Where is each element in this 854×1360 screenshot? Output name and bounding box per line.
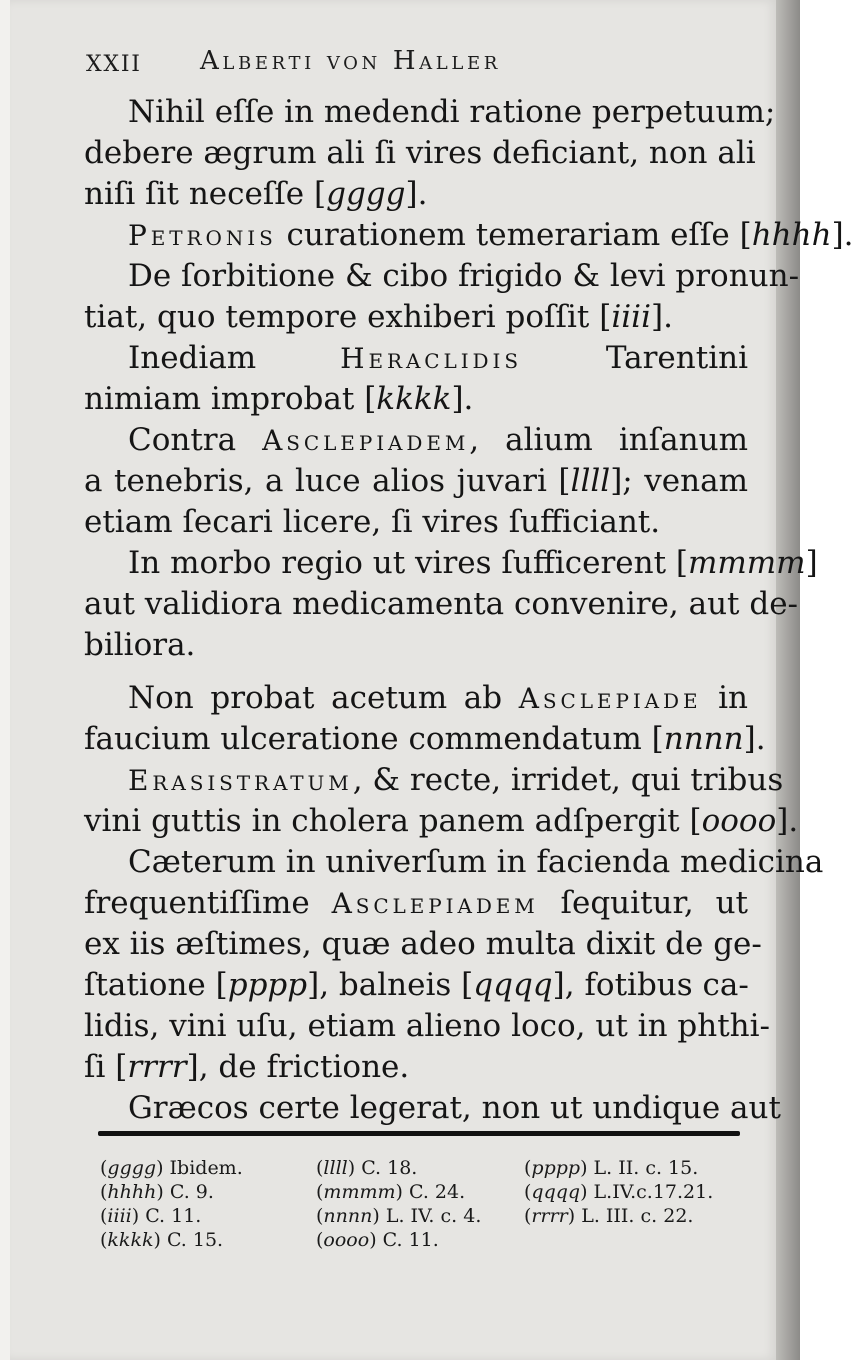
- footnote: [524, 1204, 748, 1228]
- text-run: a tenebris, a luce alios juvari [: [84, 463, 571, 499]
- paren: (: [316, 1157, 324, 1179]
- footnote-reference: C. 9.: [169, 1181, 214, 1203]
- text-run: , & recte, irridet, qui tribus: [352, 762, 784, 798]
- paren: (: [100, 1229, 108, 1251]
- text-run: ].: [743, 721, 766, 757]
- line-text: [84, 379, 473, 420]
- text-line: [84, 543, 818, 584]
- footnote-marker: llll: [570, 463, 611, 499]
- text-run: tiat, quo tempore exhiberi poſſit [: [84, 299, 612, 335]
- text-line: [84, 420, 748, 461]
- text-run: curationem temerariam eſſe [: [276, 217, 752, 253]
- page-edge: [0, 0, 10, 1360]
- paren: ): [156, 1157, 170, 1179]
- footnote-row: [100, 1204, 748, 1228]
- line-text: [128, 420, 748, 461]
- text-run: Nihil eſſe in medendi ratione perpetuum;: [128, 94, 776, 130]
- line-text: [128, 1088, 781, 1129]
- line-text: [84, 719, 766, 760]
- paren: ): [395, 1181, 409, 1203]
- footnote-marker: gggg: [326, 176, 406, 212]
- paren: (: [316, 1205, 324, 1227]
- text-run: ], balneis [: [307, 967, 474, 1003]
- page-number: XXII: [86, 52, 142, 77]
- footnote: [100, 1228, 316, 1252]
- footnote: [316, 1180, 524, 1204]
- paren: ): [156, 1181, 170, 1203]
- text-run: Græcos certe legerat, non ut undique aut: [128, 1090, 781, 1126]
- text-line: [84, 719, 766, 760]
- paragraph: [84, 92, 776, 215]
- text-run: ].: [776, 803, 799, 839]
- line-text: [84, 1047, 409, 1088]
- footnote-marker: mmmm: [688, 545, 806, 581]
- footnote: [524, 1156, 748, 1180]
- text-line: [84, 924, 762, 965]
- text-line: [84, 678, 748, 719]
- footnote: [100, 1156, 316, 1180]
- running-title: Alberti von Haller: [200, 46, 501, 76]
- line-text: [84, 502, 660, 543]
- footnote-key: hhhh: [107, 1181, 157, 1203]
- text-line: [84, 883, 748, 924]
- text-run: Cæterum in univerſum in facienda medicina: [128, 844, 824, 880]
- text-line: [84, 760, 784, 801]
- line-text: [128, 543, 818, 584]
- name-small-caps: Petronis: [128, 219, 277, 252]
- footnote-reference: L. II. c. 15.: [593, 1157, 699, 1179]
- text-run: ex iis æſtimes, quæ adeo multa dixit de ge-: [84, 926, 762, 962]
- text-run: Inediam: [128, 340, 341, 376]
- line-text: [84, 297, 673, 338]
- paren: ): [131, 1205, 146, 1227]
- text-run: biliora.: [84, 627, 196, 663]
- footnote: [524, 1180, 748, 1204]
- footnote-reference: C. 11.: [145, 1205, 202, 1227]
- footnote-marker: kkkk: [376, 381, 452, 417]
- paren: (: [524, 1205, 532, 1227]
- text-line: [84, 133, 756, 174]
- text-run: lidis, vini uſu, etiam alieno loco, ut in phthi-: [84, 1008, 771, 1044]
- text-run: debere ægrum ali ſi vires deficiant, non ali: [84, 135, 756, 171]
- paragraph-gap: [84, 666, 748, 678]
- body-text: [84, 92, 854, 1129]
- paren: ): [153, 1229, 167, 1251]
- footnote-key: gggg: [107, 1157, 157, 1179]
- text-line: [84, 965, 748, 1006]
- line-text: [84, 461, 748, 502]
- text-run: ].: [405, 176, 428, 212]
- footnote: [316, 1228, 524, 1252]
- paragraph: [84, 420, 748, 543]
- paren: ): [580, 1181, 594, 1203]
- text-line: [84, 1047, 748, 1088]
- text-run: In morbo regio ut vires ſufficerent [: [128, 545, 688, 581]
- text-line: [84, 1006, 771, 1047]
- paragraph: [84, 543, 818, 666]
- text-line: [84, 379, 748, 420]
- footnote-reference: L.IV.c.17.21.: [593, 1181, 714, 1203]
- footnote-key: pppp: [531, 1157, 581, 1179]
- text-run: etiam ſecari licere, ſi vires ſufficiant.: [84, 504, 661, 540]
- text-line: [84, 297, 748, 338]
- footnote-marker: oooo: [701, 803, 777, 839]
- paren: ): [567, 1205, 582, 1227]
- paren: ): [372, 1205, 386, 1227]
- text-run: faucium ulceratione commendatum [: [84, 721, 664, 757]
- footnote-key: qqqq: [531, 1181, 581, 1203]
- line-text: [128, 678, 748, 719]
- text-run: Non probat acetum ab: [128, 680, 519, 716]
- line-text: [84, 174, 427, 215]
- paren: (: [316, 1229, 324, 1251]
- paren: (: [100, 1205, 108, 1227]
- text-line: [84, 502, 748, 543]
- text-line: [84, 801, 799, 842]
- footnotes: [100, 1156, 748, 1252]
- line-text: [128, 760, 783, 801]
- footnote-row: [100, 1156, 748, 1180]
- text-run: ]: [805, 545, 818, 581]
- footnote-key: oooo: [323, 1229, 370, 1251]
- line-text: [84, 1006, 770, 1047]
- footnote-row: [100, 1180, 748, 1204]
- footnote-reference: C. 18.: [361, 1157, 418, 1179]
- name-small-caps: Asclepiadem: [331, 887, 539, 920]
- footnote-marker: iiii: [611, 299, 652, 335]
- footnote: [100, 1180, 316, 1204]
- text-run: aut validiora medicamenta convenire, aut de-: [84, 586, 799, 622]
- footnote-key: kkkk: [107, 1229, 154, 1251]
- paren: (: [316, 1181, 324, 1203]
- paragraph: [84, 678, 766, 760]
- text-line: [84, 461, 748, 502]
- footnote-reference: C. 15.: [166, 1229, 224, 1251]
- text-line: [84, 256, 800, 297]
- paren: ): [369, 1229, 383, 1251]
- paren: (: [100, 1181, 108, 1203]
- text-run: ſi [: [84, 1049, 128, 1085]
- footnote: [316, 1156, 524, 1180]
- paragraph: [84, 760, 799, 842]
- footnote-marker: hhhh: [751, 217, 832, 253]
- footnote-key: llll: [323, 1157, 348, 1179]
- line-text: [84, 883, 748, 924]
- line-text: [84, 801, 798, 842]
- text-run: ſtatione [: [84, 967, 228, 1003]
- paren: (: [524, 1157, 532, 1179]
- paren: ): [347, 1157, 362, 1179]
- line-text: [84, 924, 762, 965]
- paren: (: [524, 1181, 532, 1203]
- text-line: [84, 174, 748, 215]
- running-head: [86, 44, 746, 84]
- line-text: [84, 965, 749, 1006]
- text-run: Contra: [128, 422, 263, 458]
- paren: ): [580, 1157, 594, 1179]
- text-line: [84, 215, 854, 256]
- text-run: nimiam improbat [: [84, 381, 377, 417]
- footnote-key: mmmm: [323, 1181, 396, 1203]
- text-run: De ſorbitione & cibo frigido & levi pronun-: [128, 258, 800, 294]
- text-line: [84, 1088, 781, 1129]
- footnote: [524, 1228, 748, 1252]
- text-line: [84, 338, 748, 379]
- name-small-caps: Asclepiade: [518, 682, 702, 715]
- text-line: [84, 584, 799, 625]
- footnote-reference: L. IV. c. 4.: [385, 1205, 482, 1227]
- text-run: niſi ſit neceſſe [: [84, 176, 327, 212]
- text-run: ]; venam: [610, 463, 748, 499]
- line-text: [84, 133, 756, 174]
- paragraph: [84, 215, 854, 256]
- footnote: [100, 1204, 316, 1228]
- text-run: ].: [451, 381, 474, 417]
- text-run: ].: [831, 217, 854, 253]
- paragraph: [84, 256, 800, 338]
- paragraph: [84, 338, 748, 420]
- line-text: [128, 338, 748, 379]
- footnote-reference: C. 24.: [408, 1181, 466, 1203]
- text-line: [84, 92, 776, 133]
- line-text: [128, 92, 775, 133]
- footnote-marker: pppp: [227, 967, 308, 1003]
- footnote-key: iiii: [107, 1205, 132, 1227]
- name-small-caps: Asclepiadem: [262, 424, 470, 457]
- line-text: [84, 584, 798, 625]
- footnote-marker: nnnn: [663, 721, 744, 757]
- text-run: ], de frictione.: [186, 1049, 410, 1085]
- paren: (: [100, 1157, 108, 1179]
- footnote-marker: rrrr: [127, 1049, 187, 1085]
- text-run: Tarentini: [521, 340, 748, 376]
- text-run: vini guttis in cholera panem adſpergit [: [84, 803, 702, 839]
- line-text: [84, 625, 195, 666]
- footnote-rule: [98, 1131, 740, 1136]
- footnote-reference: C. 11.: [382, 1229, 439, 1251]
- name-small-caps: Erasistratum: [128, 764, 353, 797]
- paragraph: [84, 842, 824, 1088]
- text-line: [84, 842, 824, 883]
- text-run: ].: [651, 299, 673, 335]
- footnote-reference: Ibidem.: [169, 1157, 243, 1179]
- text-line: [84, 625, 748, 666]
- footnote-reference: L. III. c. 22.: [581, 1205, 694, 1227]
- line-text: [128, 842, 823, 883]
- footnote: [316, 1204, 524, 1228]
- footnote-row: [100, 1228, 748, 1252]
- text-run: ], fotibus ca-: [552, 967, 749, 1003]
- line-text: [128, 256, 799, 297]
- footnote-key: rrrr: [531, 1205, 568, 1227]
- footnote-marker: qqqq: [473, 967, 553, 1003]
- binding-shadow: [776, 0, 800, 1360]
- name-small-caps: Heraclidis: [340, 342, 522, 375]
- text-run: frequentiſſime: [84, 885, 332, 921]
- line-text: [128, 215, 854, 256]
- footnote-key: nnnn: [323, 1205, 373, 1227]
- paragraph: [84, 1088, 781, 1129]
- text-run: ſequitur, ut: [538, 885, 748, 921]
- text-run: in: [701, 680, 748, 716]
- text-run: , alium inſanum: [469, 422, 748, 458]
